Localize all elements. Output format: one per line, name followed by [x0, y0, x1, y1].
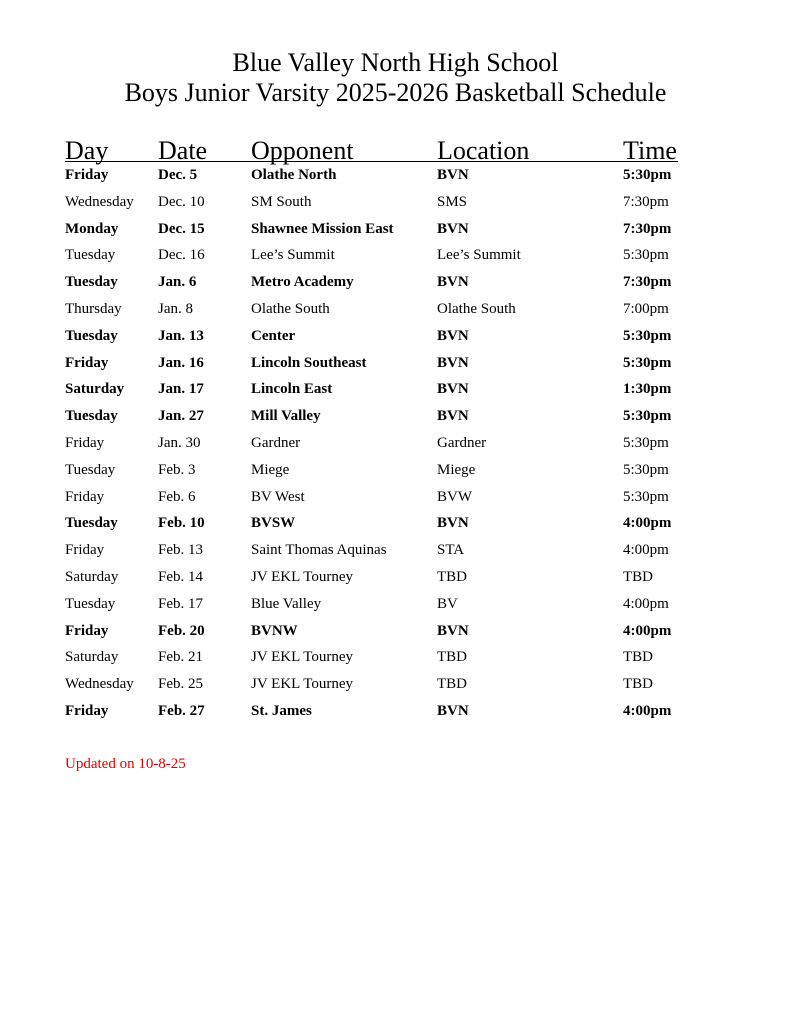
cell-time: 1:30pm: [623, 381, 672, 398]
cell-location: BVN: [437, 408, 469, 425]
cell-day: Tuesday: [65, 461, 116, 478]
cell-date: Jan. 17: [158, 381, 204, 398]
table-row: [0, 621, 791, 648]
cell-location: BVN: [437, 622, 469, 639]
table-row: [0, 433, 791, 460]
cell-date: Feb. 13: [158, 542, 203, 559]
cell-location: Miege: [437, 461, 476, 478]
cell-location: BVN: [437, 702, 469, 719]
table-row: [0, 379, 791, 406]
cell-location: BVN: [437, 167, 469, 183]
cell-time: 4:00pm: [623, 622, 672, 639]
cell-opponent: BVSW: [251, 515, 296, 532]
header-date: Date: [158, 136, 208, 165]
cell-opponent: SM South: [251, 193, 312, 210]
cell-date: Jan. 16: [158, 354, 204, 371]
table-row: [0, 353, 791, 380]
cell-time: 4:00pm: [623, 542, 669, 559]
cell-location: TBD: [437, 676, 467, 693]
cell-time: TBD: [623, 649, 653, 666]
schedule-title: Boys Junior Varsity 2025-2026 Basketball Schedule: [124, 78, 667, 107]
table-row: [0, 406, 791, 433]
cell-date: Jan. 6: [158, 274, 197, 291]
table-row: [0, 192, 791, 219]
table-row: [0, 647, 791, 674]
cell-location: BVN: [437, 381, 469, 398]
updated-note: Updated on 10-8-25: [65, 756, 186, 772]
cell-opponent: Miege: [251, 461, 290, 478]
cell-time: 5:30pm: [623, 488, 669, 505]
cell-opponent: JV EKL Tourney: [251, 568, 353, 585]
cell-day: Friday: [65, 622, 109, 639]
cell-location: BVN: [437, 354, 469, 371]
cell-opponent: Olathe South: [251, 300, 330, 317]
header-opponent: Opponent: [251, 136, 354, 165]
cell-location: TBD: [437, 649, 467, 666]
cell-time: TBD: [623, 676, 653, 693]
cell-location: STA: [437, 542, 465, 559]
cell-opponent: JV EKL Tourney: [251, 649, 353, 666]
table-row: [0, 219, 791, 246]
cell-time: 5:30pm: [623, 461, 669, 478]
cell-time: 5:30pm: [623, 434, 669, 451]
cell-location: Lee’s Summit: [437, 247, 521, 264]
cell-opponent: Blue Valley: [251, 595, 322, 612]
table-row: [0, 540, 791, 567]
cell-date: Jan. 8: [158, 300, 193, 317]
cell-day: Saturday: [65, 381, 125, 398]
cell-date: Dec. 10: [158, 193, 205, 210]
cell-opponent: Gardner: [251, 434, 301, 451]
cell-location: BV: [437, 595, 458, 612]
cell-opponent: JV EKL Tourney: [251, 676, 353, 693]
cell-date: Dec. 16: [158, 247, 205, 264]
cell-day: Tuesday: [65, 274, 118, 291]
table-row: [0, 272, 791, 299]
cell-day: Friday: [65, 434, 105, 451]
cell-time: 7:30pm: [623, 193, 669, 210]
cell-location: Olathe South: [437, 300, 516, 317]
cell-date: Feb. 10: [158, 515, 205, 532]
cell-day: Friday: [65, 354, 109, 371]
cell-opponent: Lincoln Southeast: [251, 354, 367, 371]
cell-time: 5:30pm: [623, 354, 672, 371]
cell-location: BVN: [437, 220, 469, 237]
cell-date: Jan. 30: [158, 434, 201, 451]
cell-day: Wednesday: [65, 676, 134, 693]
cell-time: 5:30pm: [623, 247, 669, 264]
table-row: [0, 245, 791, 272]
cell-date: Jan. 13: [158, 327, 204, 344]
cell-day: Saturday: [65, 568, 119, 585]
cell-time: 5:30pm: [623, 327, 672, 344]
cell-day: Tuesday: [65, 595, 116, 612]
table-row: [0, 674, 791, 701]
cell-date: Jan. 27: [158, 408, 204, 425]
schedule-table-body: [0, 165, 791, 728]
table-row: [0, 567, 791, 594]
cell-day: Friday: [65, 488, 105, 505]
cell-time: 7:00pm: [623, 300, 669, 317]
header-location: Location: [437, 136, 530, 165]
school-title: Blue Valley North High School: [232, 48, 559, 77]
cell-opponent: St. James: [251, 702, 312, 719]
cell-location: Gardner: [437, 434, 487, 451]
cell-date: Feb. 20: [158, 622, 205, 639]
table-row: [0, 165, 791, 192]
cell-day: Friday: [65, 167, 109, 183]
cell-day: Tuesday: [65, 408, 118, 425]
cell-day: Tuesday: [65, 515, 118, 532]
cell-time: 4:00pm: [623, 515, 672, 532]
cell-date: Dec. 15: [158, 220, 205, 237]
table-row: [0, 299, 791, 326]
cell-time: 7:30pm: [623, 274, 672, 291]
table-row: [0, 513, 791, 540]
cell-opponent: Saint Thomas Aquinas: [251, 542, 387, 559]
cell-time: 5:30pm: [623, 408, 672, 425]
header-time: Time: [623, 136, 677, 165]
cell-opponent: Olathe North: [251, 167, 337, 183]
cell-day: Saturday: [65, 649, 119, 666]
cell-day: Friday: [65, 542, 105, 559]
cell-location: BVW: [437, 488, 472, 505]
cell-location: SMS: [437, 193, 468, 210]
cell-date: Feb. 6: [158, 488, 196, 505]
cell-time: 5:30pm: [623, 167, 672, 183]
header-day: Day: [65, 136, 109, 165]
cell-day: Tuesday: [65, 247, 116, 264]
cell-date: Feb. 25: [158, 676, 203, 693]
cell-date: Feb. 21: [158, 649, 203, 666]
cell-date: Feb. 27: [158, 702, 205, 719]
cell-location: TBD: [437, 568, 467, 585]
cell-location: BVN: [437, 327, 469, 344]
cell-opponent: Shawnee Mission East: [251, 220, 394, 237]
cell-opponent: BVNW: [251, 622, 298, 639]
cell-day: Friday: [65, 702, 109, 719]
cell-opponent: Lee’s Summit: [251, 247, 335, 264]
cell-day: Monday: [65, 220, 119, 237]
cell-opponent: Lincoln East: [251, 381, 333, 398]
cell-location: BVN: [437, 515, 469, 532]
cell-time: TBD: [623, 568, 653, 585]
cell-date: Feb. 3: [158, 461, 196, 478]
cell-time: 4:00pm: [623, 702, 672, 719]
cell-date: Dec. 5: [158, 167, 198, 183]
table-row: [0, 487, 791, 514]
cell-time: 7:30pm: [623, 220, 672, 237]
cell-date: Feb. 17: [158, 595, 203, 612]
cell-opponent: BV West: [251, 488, 305, 505]
table-row: [0, 326, 791, 353]
cell-day: Thursday: [65, 300, 122, 317]
table-row: [0, 594, 791, 621]
cell-date: Feb. 14: [158, 568, 203, 585]
table-row: [0, 460, 791, 487]
cell-location: BVN: [437, 274, 469, 291]
cell-opponent: Center: [251, 327, 296, 344]
header-underline: [65, 161, 678, 162]
cell-day: Tuesday: [65, 327, 118, 344]
cell-day: Wednesday: [65, 193, 134, 210]
cell-time: 4:00pm: [623, 595, 669, 612]
cell-opponent: Mill Valley: [251, 408, 321, 425]
cell-opponent: Metro Academy: [251, 274, 354, 291]
table-row: [0, 701, 791, 728]
